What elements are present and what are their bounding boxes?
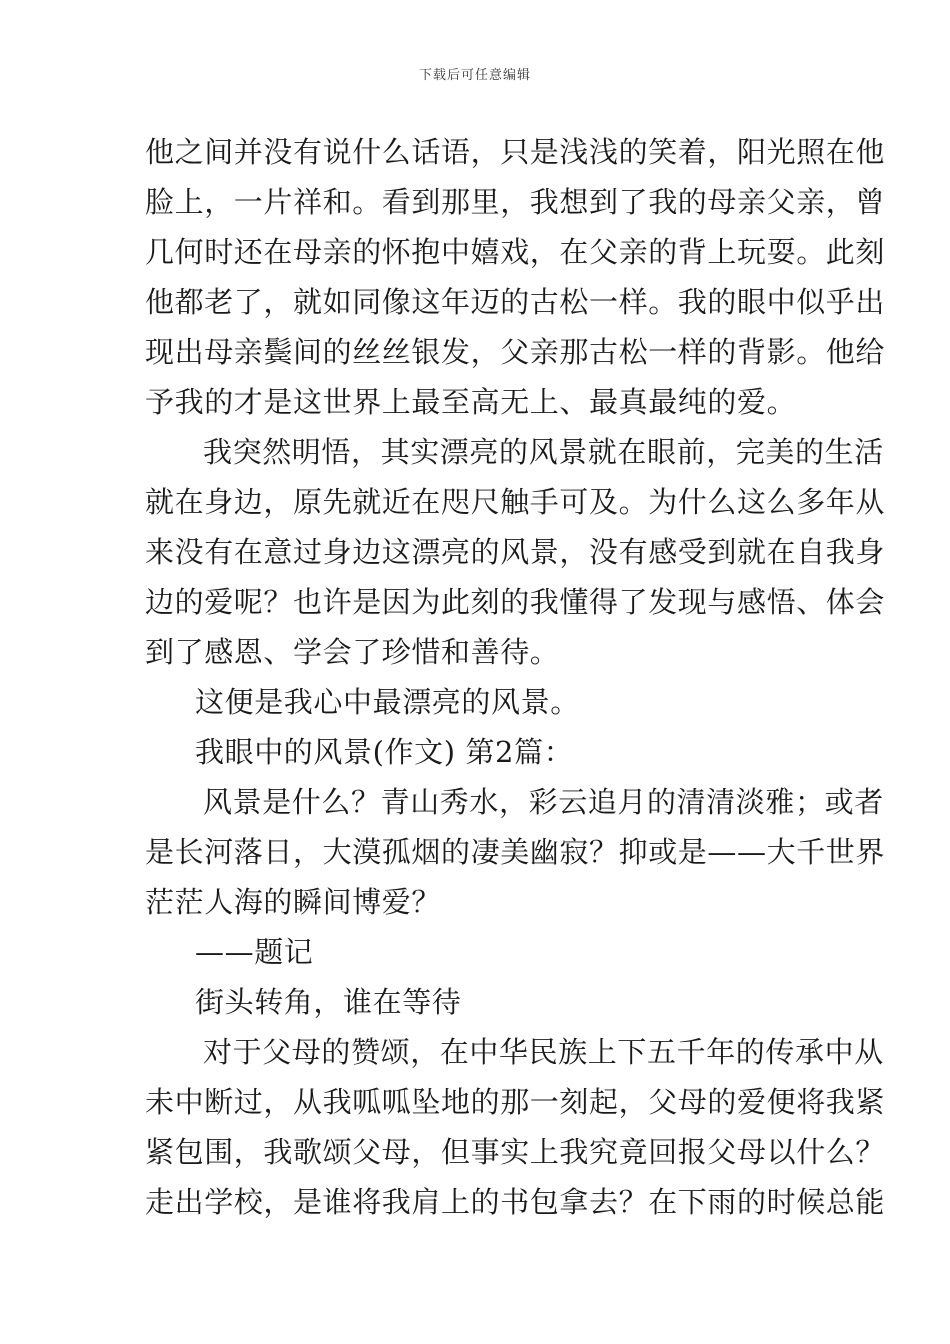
text-line: 茫茫人海的瞬间博爱？	[145, 885, 442, 919]
text-line: 现出母亲鬓间的丝丝银发，父亲那古松一样的背影。他给	[145, 335, 886, 369]
text-line: 他都老了，就如同像这年迈的古松一样。我的眼中似乎出	[145, 285, 886, 319]
text-line: 未中断过，从我呱呱坠地的那一刻起，父母的爱便将我紧	[145, 1085, 886, 1119]
page-header: 下载后可任意编辑	[418, 68, 531, 83]
text-line: 脸上，一片祥和。看到那里，我想到了我的母亲父亲，曾	[145, 185, 886, 219]
text-line: 就在身边，原先就近在咫尺触手可及。为什么这么多年从	[145, 485, 886, 519]
text-line: 我突然明悟，其实漂亮的风景就在眼前，完美的生活	[203, 435, 884, 469]
text-line: 予我的才是这世界上最至高无上、最真最纯的爱。	[145, 385, 797, 419]
text-line: 是长河落日，大漠孤烟的凄美幽寂？抑或是——大千世界	[145, 835, 886, 869]
text-line: 风景是什么？青山秀水，彩云追月的清清淡雅；或者	[203, 785, 884, 819]
text-line: 这便是我心中最漂亮的风景。	[195, 685, 580, 719]
text-line: 他之间并没有说什么话语，只是浅浅的笑着，阳光照在他	[145, 135, 886, 169]
text-line: 对于父母的赞颂，在中华民族上下五千年的传承中从	[203, 1035, 884, 1069]
document-body	[145, 127, 886, 1227]
text-line: 边的爱呢？也许是因为此刻的我懂得了发现与感悟、体会	[145, 585, 886, 619]
text-line: 走出学校，是谁将我肩上的书包拿去？在下雨的时候总能	[145, 1185, 886, 1219]
section-heading: 我眼中的风景(作文) 第2篇：	[195, 735, 574, 769]
text-line: 来没有在意过身边这漂亮的风景，没有感受到就在自我身	[145, 535, 886, 569]
text-line: 到了感恩、学会了珍惜和善待。	[145, 635, 560, 669]
subheading: 街头转角，谁在等待	[195, 985, 462, 1019]
text-line: 几何时还在母亲的怀抱中嬉戏，在父亲的背上玩耍。此刻	[145, 235, 886, 269]
text-line: 紧包围，我歌颂父母，但事实上我究竟回报父母以什么？	[145, 1135, 886, 1169]
epigraph-line: ——题记	[195, 935, 314, 969]
